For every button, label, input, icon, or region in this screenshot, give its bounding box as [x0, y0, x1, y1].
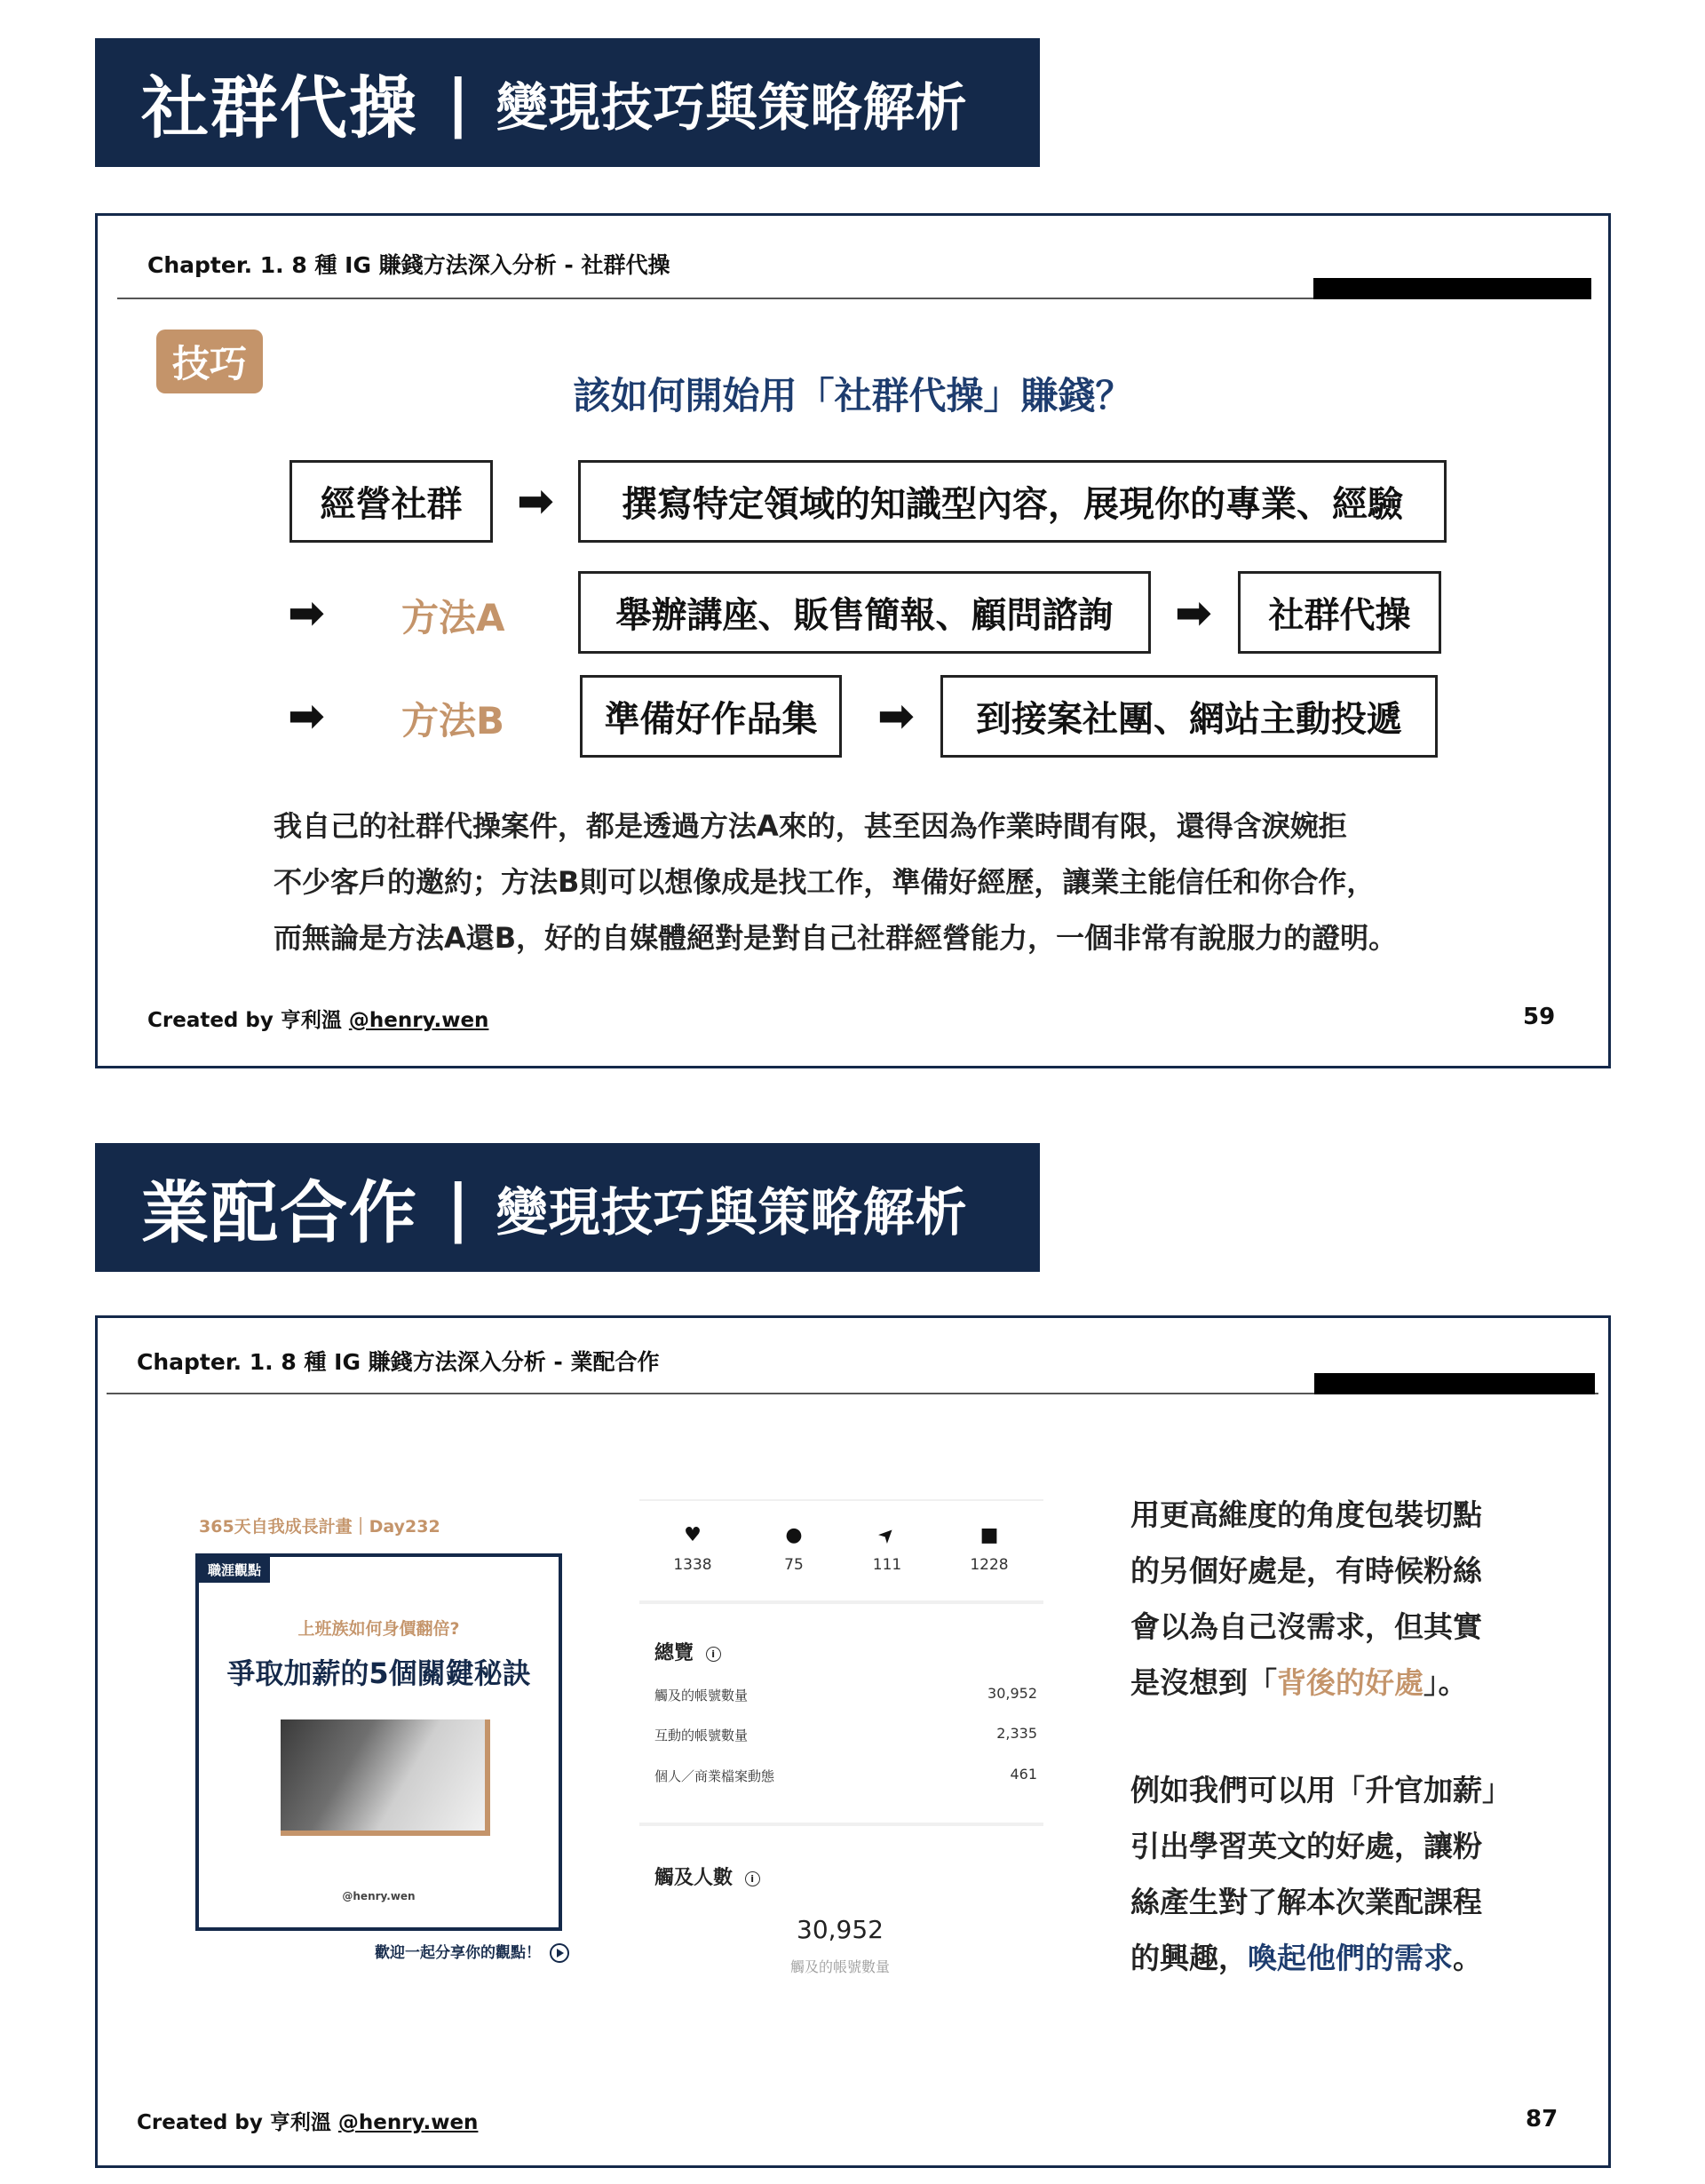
credit-text: Created by 亨利溫 — [147, 1009, 349, 1032]
comments-count: 75 — [784, 1556, 804, 1574]
divider-bar — [1313, 278, 1591, 299]
panel-top-divider — [639, 1499, 1043, 1501]
profile-activity-value: 461 — [1010, 1766, 1037, 1783]
explanation-paragraph-2 — [1130, 1762, 1511, 1986]
author-handle: @henry.wen — [348, 1009, 489, 1032]
explanation-paragraph-1 — [1130, 1487, 1482, 1711]
post-badge: 職涯觀點 — [199, 1557, 270, 1583]
overview-title-text: 總覽 — [654, 1642, 694, 1664]
paragraph-line: 而無論是方法A還B，好的自媒體絕對是對自己社群經營能力，一個非常有說服力的證明。 — [274, 921, 1398, 955]
info-icon: i — [745, 1871, 760, 1886]
post-series-title: 365天自我成長計畫｜Day232 — [199, 1517, 440, 1537]
slide-59 — [95, 213, 1611, 1068]
shares-count: 111 — [872, 1556, 902, 1574]
banner-social-management — [95, 38, 1040, 167]
method-b-label: 方法B — [401, 699, 505, 743]
saves-count: 1228 — [970, 1556, 1009, 1574]
page-number: 87 — [1526, 2106, 1558, 2132]
play-circle-icon — [550, 1943, 569, 1963]
banner-separator: | — [447, 1171, 470, 1244]
share-icon: ➤ — [873, 1521, 901, 1549]
handshake-photo — [281, 1719, 490, 1836]
arrow-right-icon: ➡ — [288, 587, 325, 639]
post-cta-text: 歡迎一起分享你的觀點！ — [375, 1944, 541, 1962]
page-number: 59 — [1523, 1004, 1556, 1030]
author-handle: @henry.wen — [337, 2111, 479, 2134]
tip-tag: 技巧 — [156, 330, 263, 393]
heart-icon: ♥ — [684, 1524, 702, 1546]
post-handle: @henry.wen — [342, 1890, 416, 1902]
text-segment: 是沒想到「 — [1130, 1665, 1277, 1700]
arrow-right-icon: ➡ — [877, 690, 915, 742]
info-icon: i — [706, 1647, 721, 1662]
flow-box-content: 撰寫特定領域的知識型內容，展現你的專業、經驗 — [578, 460, 1447, 543]
text-line: 的另個好處是，有時候粉絲 — [1130, 1553, 1482, 1588]
highlight-hidden-benefit: 背後的好處 — [1277, 1665, 1423, 1700]
likes-count: 1338 — [673, 1556, 712, 1574]
flow-box-method-b-step1: 準備好作品集 — [580, 675, 842, 758]
highlight-arouse-needs: 喚起他們的需求 — [1248, 1941, 1453, 1975]
arrow-right-icon: ➡ — [1175, 587, 1212, 639]
banner-subtitle: 變現技巧與策略解析 — [496, 1181, 968, 1243]
slide-question: 該如何開始用「社群代操」賺錢？ — [573, 374, 1133, 417]
method-a-label: 方法A — [401, 596, 505, 639]
arrow-right-icon: ➡ — [288, 690, 325, 742]
banner-sponsorship — [95, 1143, 1040, 1272]
text-line: 引出學習英文的好處，讓粉 — [1130, 1829, 1482, 1863]
reach-title — [654, 1862, 760, 1890]
reached-accounts-label: 觸及的帳號數量 — [654, 1688, 749, 1704]
banner-title: 業配合作 — [141, 1173, 418, 1252]
paragraph-line: 不少客戶的邀約；方法B則可以想像成是找工作，準備好經歷，讓業主能信任和你合作， — [274, 865, 1376, 899]
footer-credit — [147, 1004, 488, 1033]
instagram-post-card — [195, 1553, 562, 1931]
banner-subtitle: 變現技巧與策略解析 — [496, 76, 968, 138]
reach-caption: 觸及的帳號數量 — [789, 1958, 890, 1975]
text-segment: 的興趣， — [1130, 1941, 1248, 1975]
comment-icon: ● — [785, 1524, 803, 1546]
panel-divider — [639, 1823, 1043, 1826]
overview-title — [654, 1638, 721, 1665]
credit-text: Created by 亨利溫 — [137, 2111, 338, 2134]
flow-box-start: 經營社群 — [289, 460, 493, 543]
flow-box-method-a-step2: 社群代操 — [1238, 571, 1441, 654]
engaged-accounts-label: 互動的帳號數量 — [654, 1727, 749, 1743]
text-line: 例如我們可以用「升官加薪」 — [1130, 1773, 1511, 1807]
banner-title: 社群代操 — [141, 68, 418, 147]
post-headline: 爭取加薪的5個關鍵秘訣 — [226, 1656, 531, 1690]
chapter-title: Chapter. 1. 8 種 IG 賺錢方法深入分析 - 社群代操 — [147, 252, 670, 278]
divider-bar — [1314, 1373, 1595, 1394]
arrow-right-icon: ➡ — [517, 475, 554, 527]
slide-87 — [95, 1315, 1611, 2168]
reach-value: 30,952 — [797, 1915, 884, 1944]
banner-separator: | — [447, 66, 470, 139]
chapter-title: Chapter. 1. 8 種 IG 賺錢方法深入分析 - 業配合作 — [137, 1349, 660, 1375]
footer-credit — [137, 2106, 478, 2135]
panel-divider — [639, 1600, 1043, 1604]
engaged-accounts-value: 2,335 — [996, 1725, 1037, 1742]
profile-activity-label: 個人／商業檔案動態 — [654, 1768, 775, 1784]
text-line: 絲產生對了解本次業配課程 — [1130, 1885, 1482, 1919]
bookmark-icon: ■ — [979, 1524, 999, 1546]
reached-accounts-value: 30,952 — [987, 1685, 1037, 1702]
text-line: 用更高維度的角度包裝切點 — [1130, 1497, 1482, 1532]
flow-box-method-b-step2: 到接案社團、網站主動投遞 — [940, 675, 1438, 758]
post-subtitle: 上班族如何身價翻倍? — [297, 1619, 460, 1639]
flow-box-method-a-step1: 舉辦講座、販售簡報、顧問諮詢 — [578, 571, 1151, 654]
text-line — [1130, 1930, 1511, 1986]
reach-title-text: 觸及人數 — [654, 1867, 734, 1889]
explanation-paragraph — [274, 798, 1397, 966]
text-segment: 」。 — [1423, 1665, 1468, 1700]
paragraph-line: 我自己的社群代操案件，都是透過方法A來的，甚至因為作業時間有限，還得含淚婉拒 — [274, 809, 1347, 843]
text-line: 會以為自己沒需求，但其實 — [1130, 1609, 1482, 1644]
post-cta — [375, 1940, 569, 1963]
text-segment: 。 — [1453, 1941, 1482, 1975]
text-line — [1130, 1655, 1482, 1711]
